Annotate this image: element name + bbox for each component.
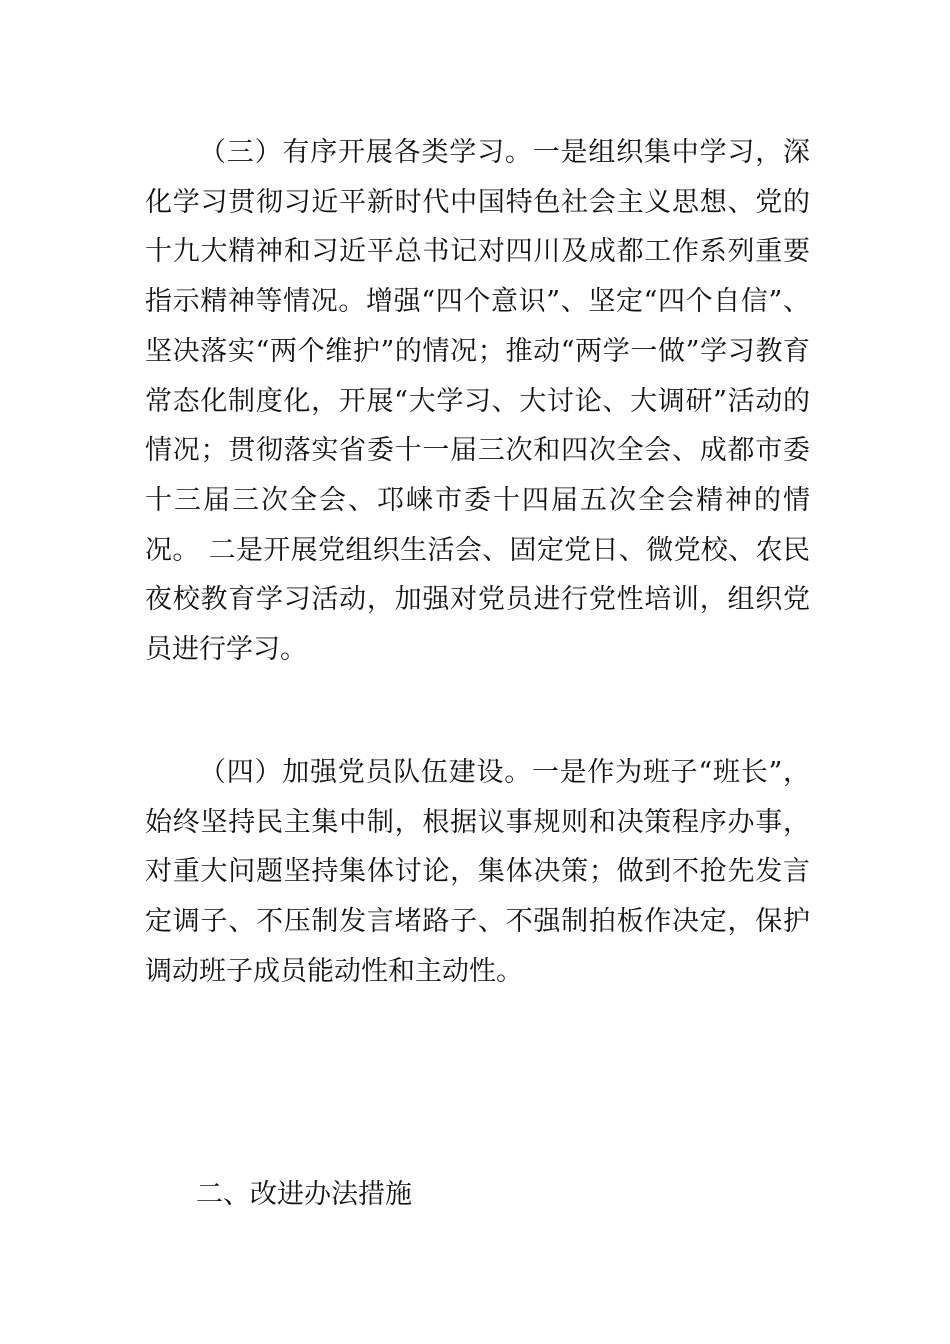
section-heading-improvement-measures: 二、改进办法措施 [196,1179,412,1210]
paragraph-party-team-building: （四）加强党员队伍建设。一是作为班子“班长”，始终坚持民主集中制，根据议事规则和决策程序办事，对重大问题坚持集体讨论，集体决策；做到不抢先发言定调子、不压制发言堵路子、不强制拍板作决定，保护调动班子成员能动性和主动性。 [145,757,810,987]
paragraph-study-activities: （三）有序开展各类学习。一是组织集中学习，深化学习贯彻习近平新时代中国特色社会主义思想、党的十九大精神和习近平总书记对四川及成都工作系列重要指示精神等情况。增强“四个意识”、坚定“四个自信”、坚决落实“两个维护”的情况；推动“两学一做”学习教育常态化制度化，开展“大学习、大讨论、大调研”活动的情况；贯彻落实省委十一届三次和四次全会、成都市委十三届三次全会、邛崃市委十四届五次全会精神的情况。 二是开展党组织生活会、固定党日、微党校、农民夜校教育学习活动，加强对党员进行党性培训，组织党员进行学习。 [145,137,810,666]
